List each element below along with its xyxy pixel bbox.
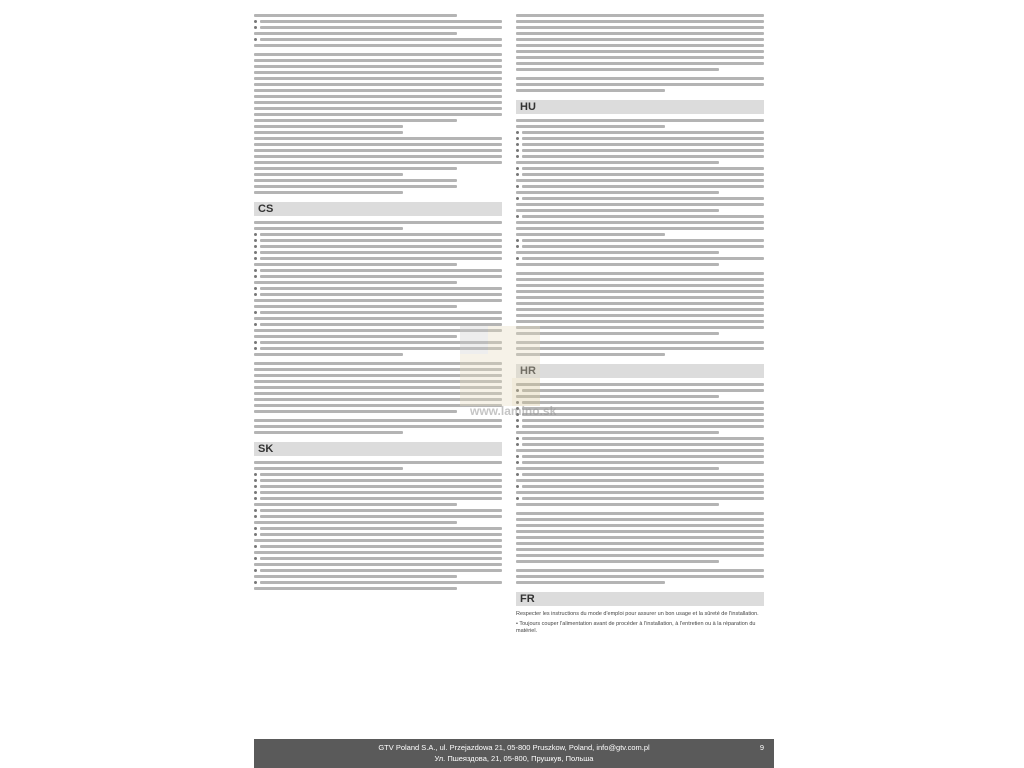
hu-eu-block xyxy=(516,341,764,356)
ru-text-block xyxy=(254,14,502,47)
hu-text-block xyxy=(516,119,764,266)
right-column xyxy=(516,14,764,638)
section-header-fr: FR xyxy=(516,592,764,606)
page-footer xyxy=(254,739,774,768)
left-column xyxy=(254,14,502,596)
section-header-cs: CS xyxy=(254,202,502,216)
footer-address: GTV Poland S.A., ul. Przejazdowa 21, 05-800 Pruszkow, Poland, info@gtv.com.pl xyxy=(378,743,650,752)
cs-warranty-block xyxy=(254,362,502,413)
hu-warranty-block xyxy=(516,272,764,335)
cs-eu-block xyxy=(254,419,502,434)
section-header-sk: SK xyxy=(254,442,502,456)
fr-paragraph-1: Respecter les instructions du mode d'emploi pour assurer un bon usage et la sûreté de l'installation. xyxy=(516,611,759,617)
watermark-text: www.lamino.sk xyxy=(470,404,557,418)
sk-eu-block xyxy=(516,77,764,92)
hr-warranty-block xyxy=(516,512,764,563)
hr-text-block xyxy=(516,383,764,506)
page-number: 9 xyxy=(759,743,764,752)
section-header-hr: HR xyxy=(516,364,764,378)
ru-warranty-block xyxy=(254,53,502,194)
hr-eu-block xyxy=(516,569,764,584)
sk-text-block xyxy=(254,461,502,590)
fr-paragraph-2: • Toujours couper l'alimentation avant de procéder à l'installation, à l'entretien ou à la réparation du matériel. xyxy=(516,620,756,634)
footer-address-ru: Ул. Пшеяздова, 21, 05-800, Прушкув, Польша xyxy=(434,754,594,763)
sk-warranty-block xyxy=(516,14,764,71)
section-header-hu: HU xyxy=(516,100,764,114)
cs-text-block xyxy=(254,221,502,356)
manual-page xyxy=(254,0,774,768)
